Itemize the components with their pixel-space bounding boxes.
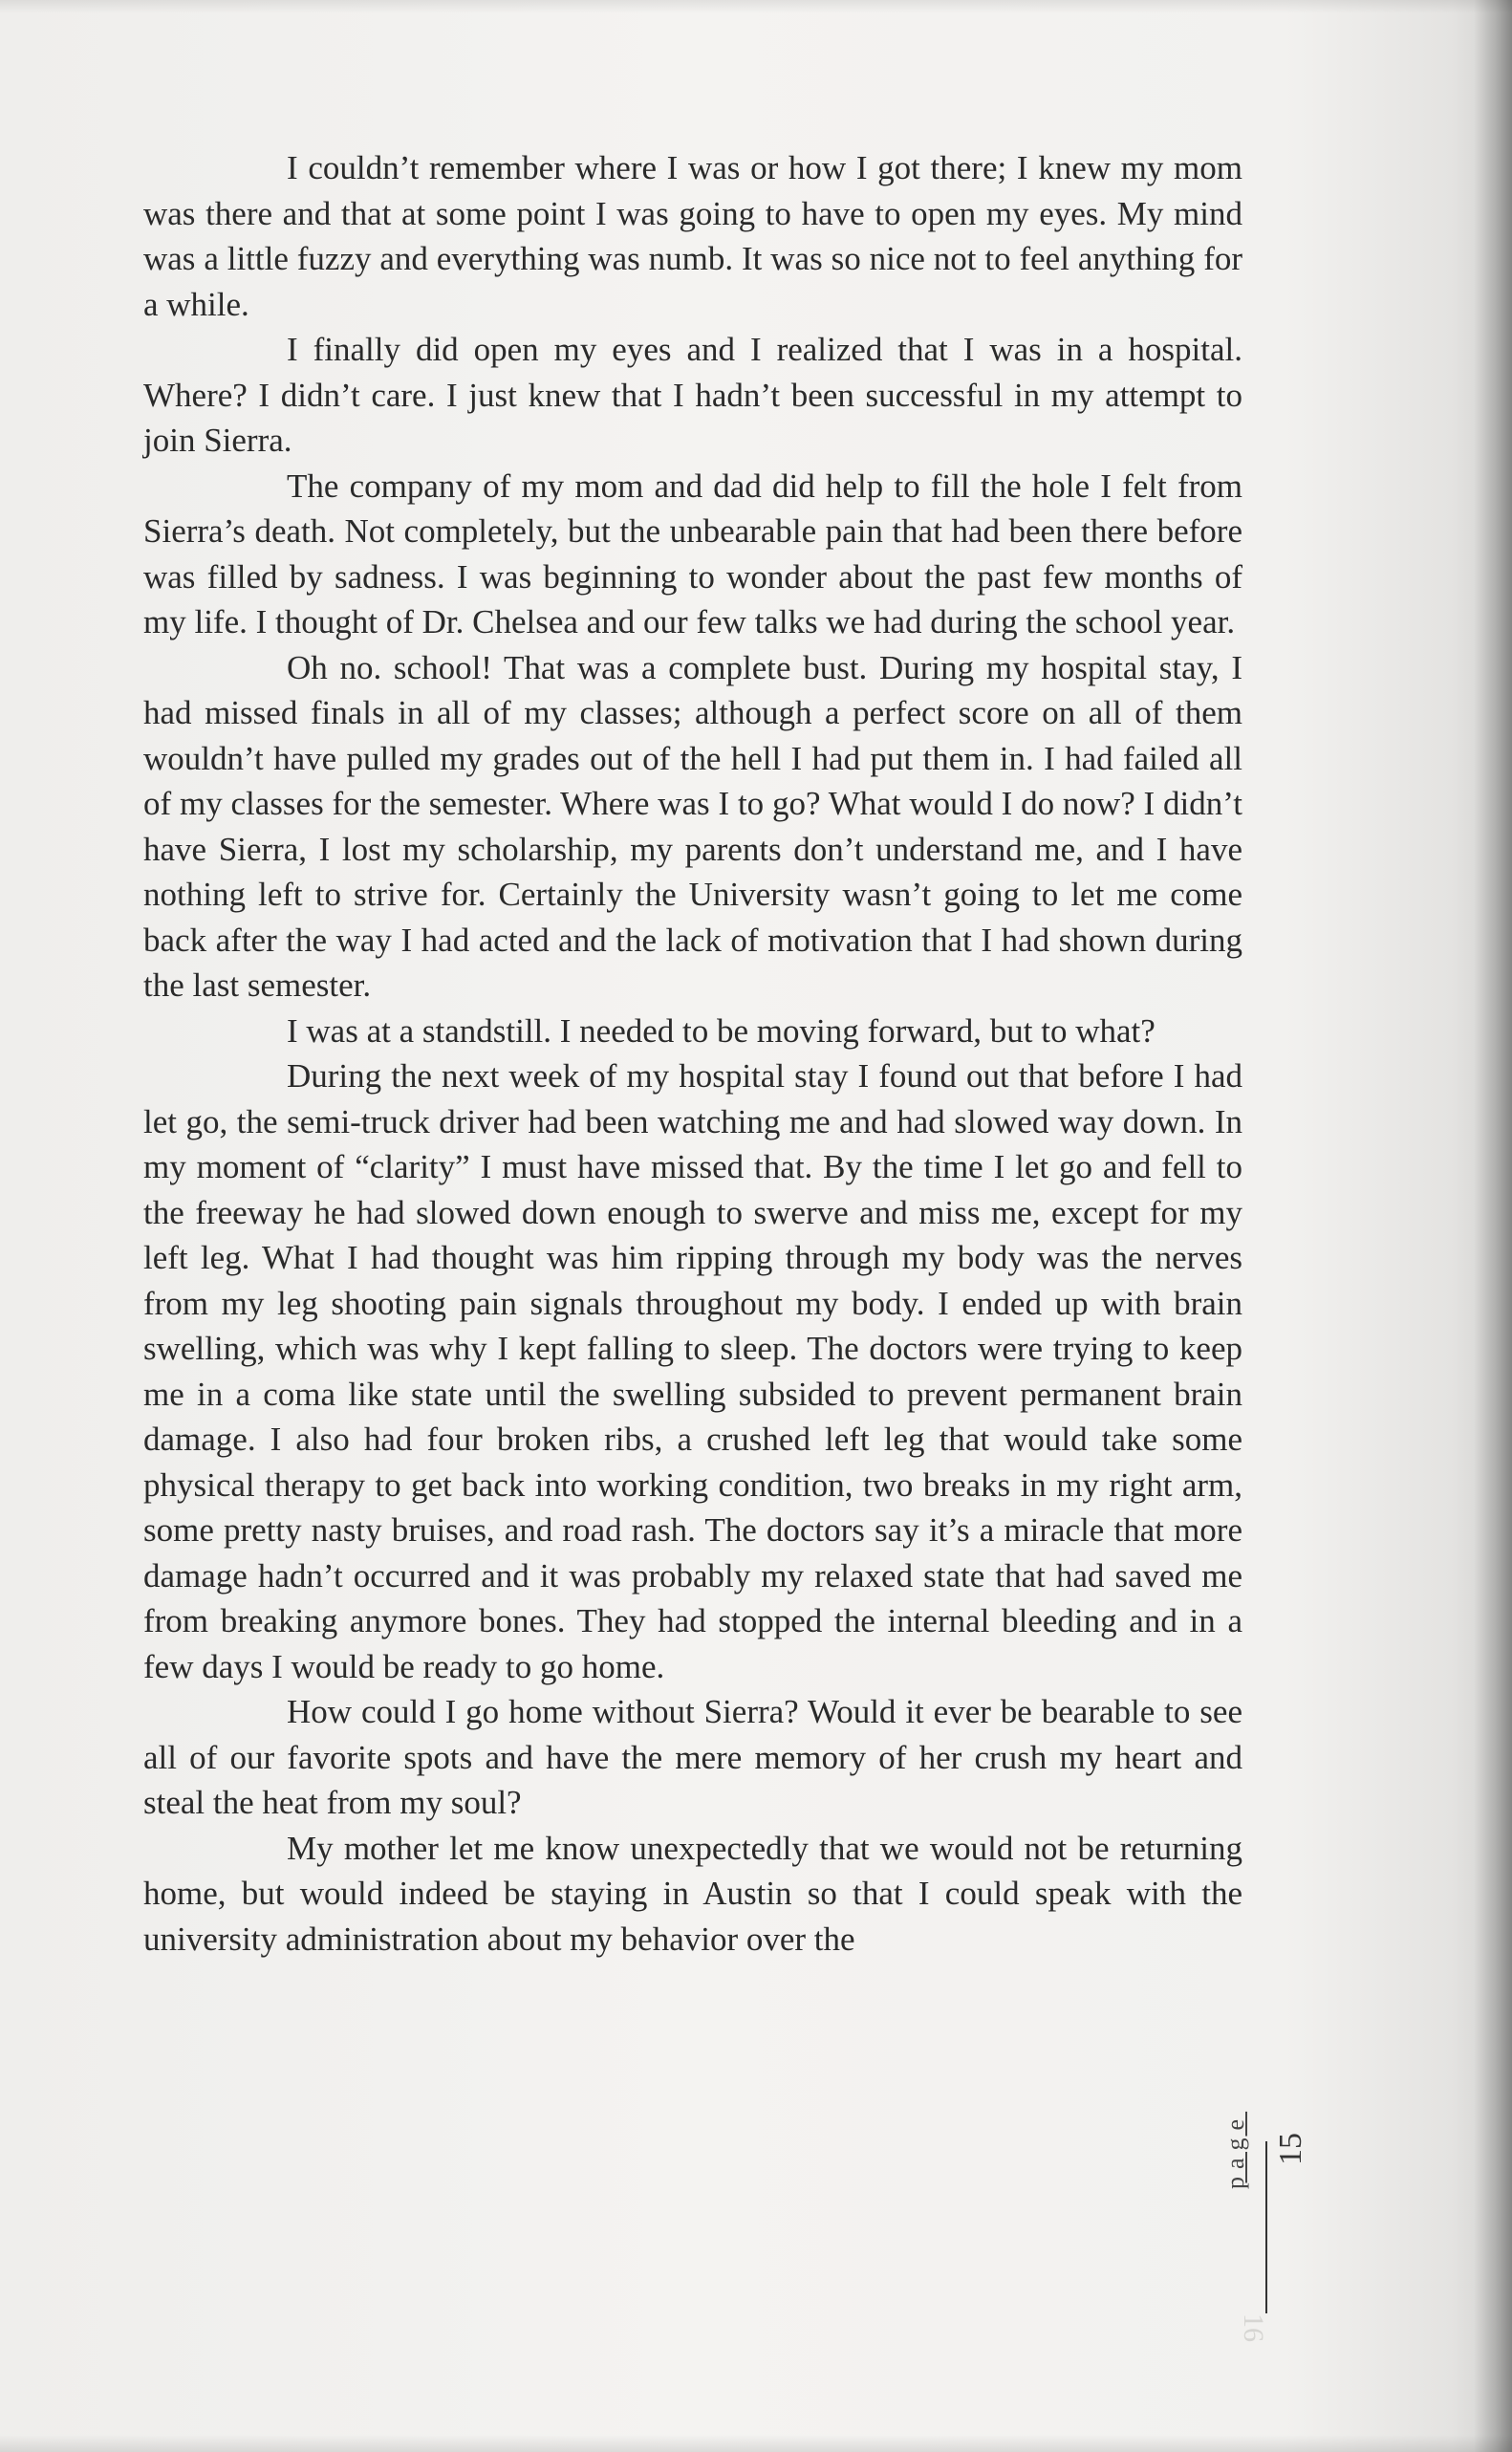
page-gutter-shadow xyxy=(1474,0,1512,2452)
paragraph-2: I finally did open my eyes and I realized that I was in a hospital. Where? I didn’t care. I just knew that I hadn’t been successful in my attempt to join Sierra. xyxy=(143,331,1242,459)
paragraph-7: How could I go home without Sierra? Would it ever be bearable to see all of our favorite spots and have the mere memory of her crush my heart and steal the heat from my soul? xyxy=(143,1693,1242,1821)
paragraph-8: My mother let me know unexpectedly that we would not be returning home, but would indeed be staying in Austin so that I could speak with the university administration about my behavior over the xyxy=(143,1829,1242,1958)
page-bottom-shadow xyxy=(0,2435,1512,2452)
page-footer xyxy=(1210,2113,1325,2361)
paragraph-3: The company of my mom and dad did help to fill the hole I felt from Sierra’s death. Not completely, but the unbearable pain that had been there before was filled by sadness. I was beginning to wonder about the past few months of my life. I thought of Dr. Chelsea and our few talks we had during the school year. xyxy=(143,467,1242,640)
body-text xyxy=(143,145,1242,1962)
bleed-through-page-number: 16 xyxy=(1238,2313,1269,2342)
paragraph-4: Oh no. school! That was a complete bust. During my hospital stay, I had missed finals in all of my classes; although a perfect score on all of them wouldn’t have pulled my grades out of the hell I had put them in. I had failed all of my classes for the semester. Where was I to go? What would I do now? I didn’t have Sierra, I lost my scholarship, my parents don’t understand me, and I have nothing left to strive for. Certainly the University wasn’t going to let me come back after the way I had acted and the lack of motivation that I had shown during the last semester. xyxy=(143,648,1242,1004)
paragraph-5: I was at a standstill. I needed to be moving forward, but to what? xyxy=(287,1011,1156,1050)
page-number: 15 xyxy=(1273,2133,1308,2165)
page-divider xyxy=(1265,2141,1267,2313)
page-label: page xyxy=(1221,2111,1249,2189)
paragraph-1: I couldn’t remember where I was or how I got there; I knew my mom was there and that at some point I was going to have to open my eyes. My mind was a little fuzzy and everything was numb. It was so nice not to feel anything for a while. xyxy=(143,149,1242,323)
page-top-shadow xyxy=(0,0,1512,13)
paragraph-6: During the next week of my hospital stay I found out that before I had let go, the semi-truck driver had been watching me and had slowed way down. In my moment of “clarity” I must have missed that. By the time I let go and fell to the freeway he had slowed down enough to swerve and miss me, except for my left leg. What I had thought was him ripping through my body was the nerves from my leg shooting pain signals throughout my body. I ended up with brain swelling, which was why I kept falling to sleep. The doctors were trying to keep me in a coma like state until the swelling subsided to prevent permanent brain damage. I also had four broken ribs, a crushed left leg that would take some physical therapy to get back into working condition, two breaks in my right arm, some pretty nasty bruises, and road rash. The doctors say it’s a miracle that more damage hadn’t occurred and it was probably my relaxed state that had saved me from breaking anymore bones. They had stopped the internal bleeding and in a few days I would be ready to go home. xyxy=(143,1057,1242,1685)
